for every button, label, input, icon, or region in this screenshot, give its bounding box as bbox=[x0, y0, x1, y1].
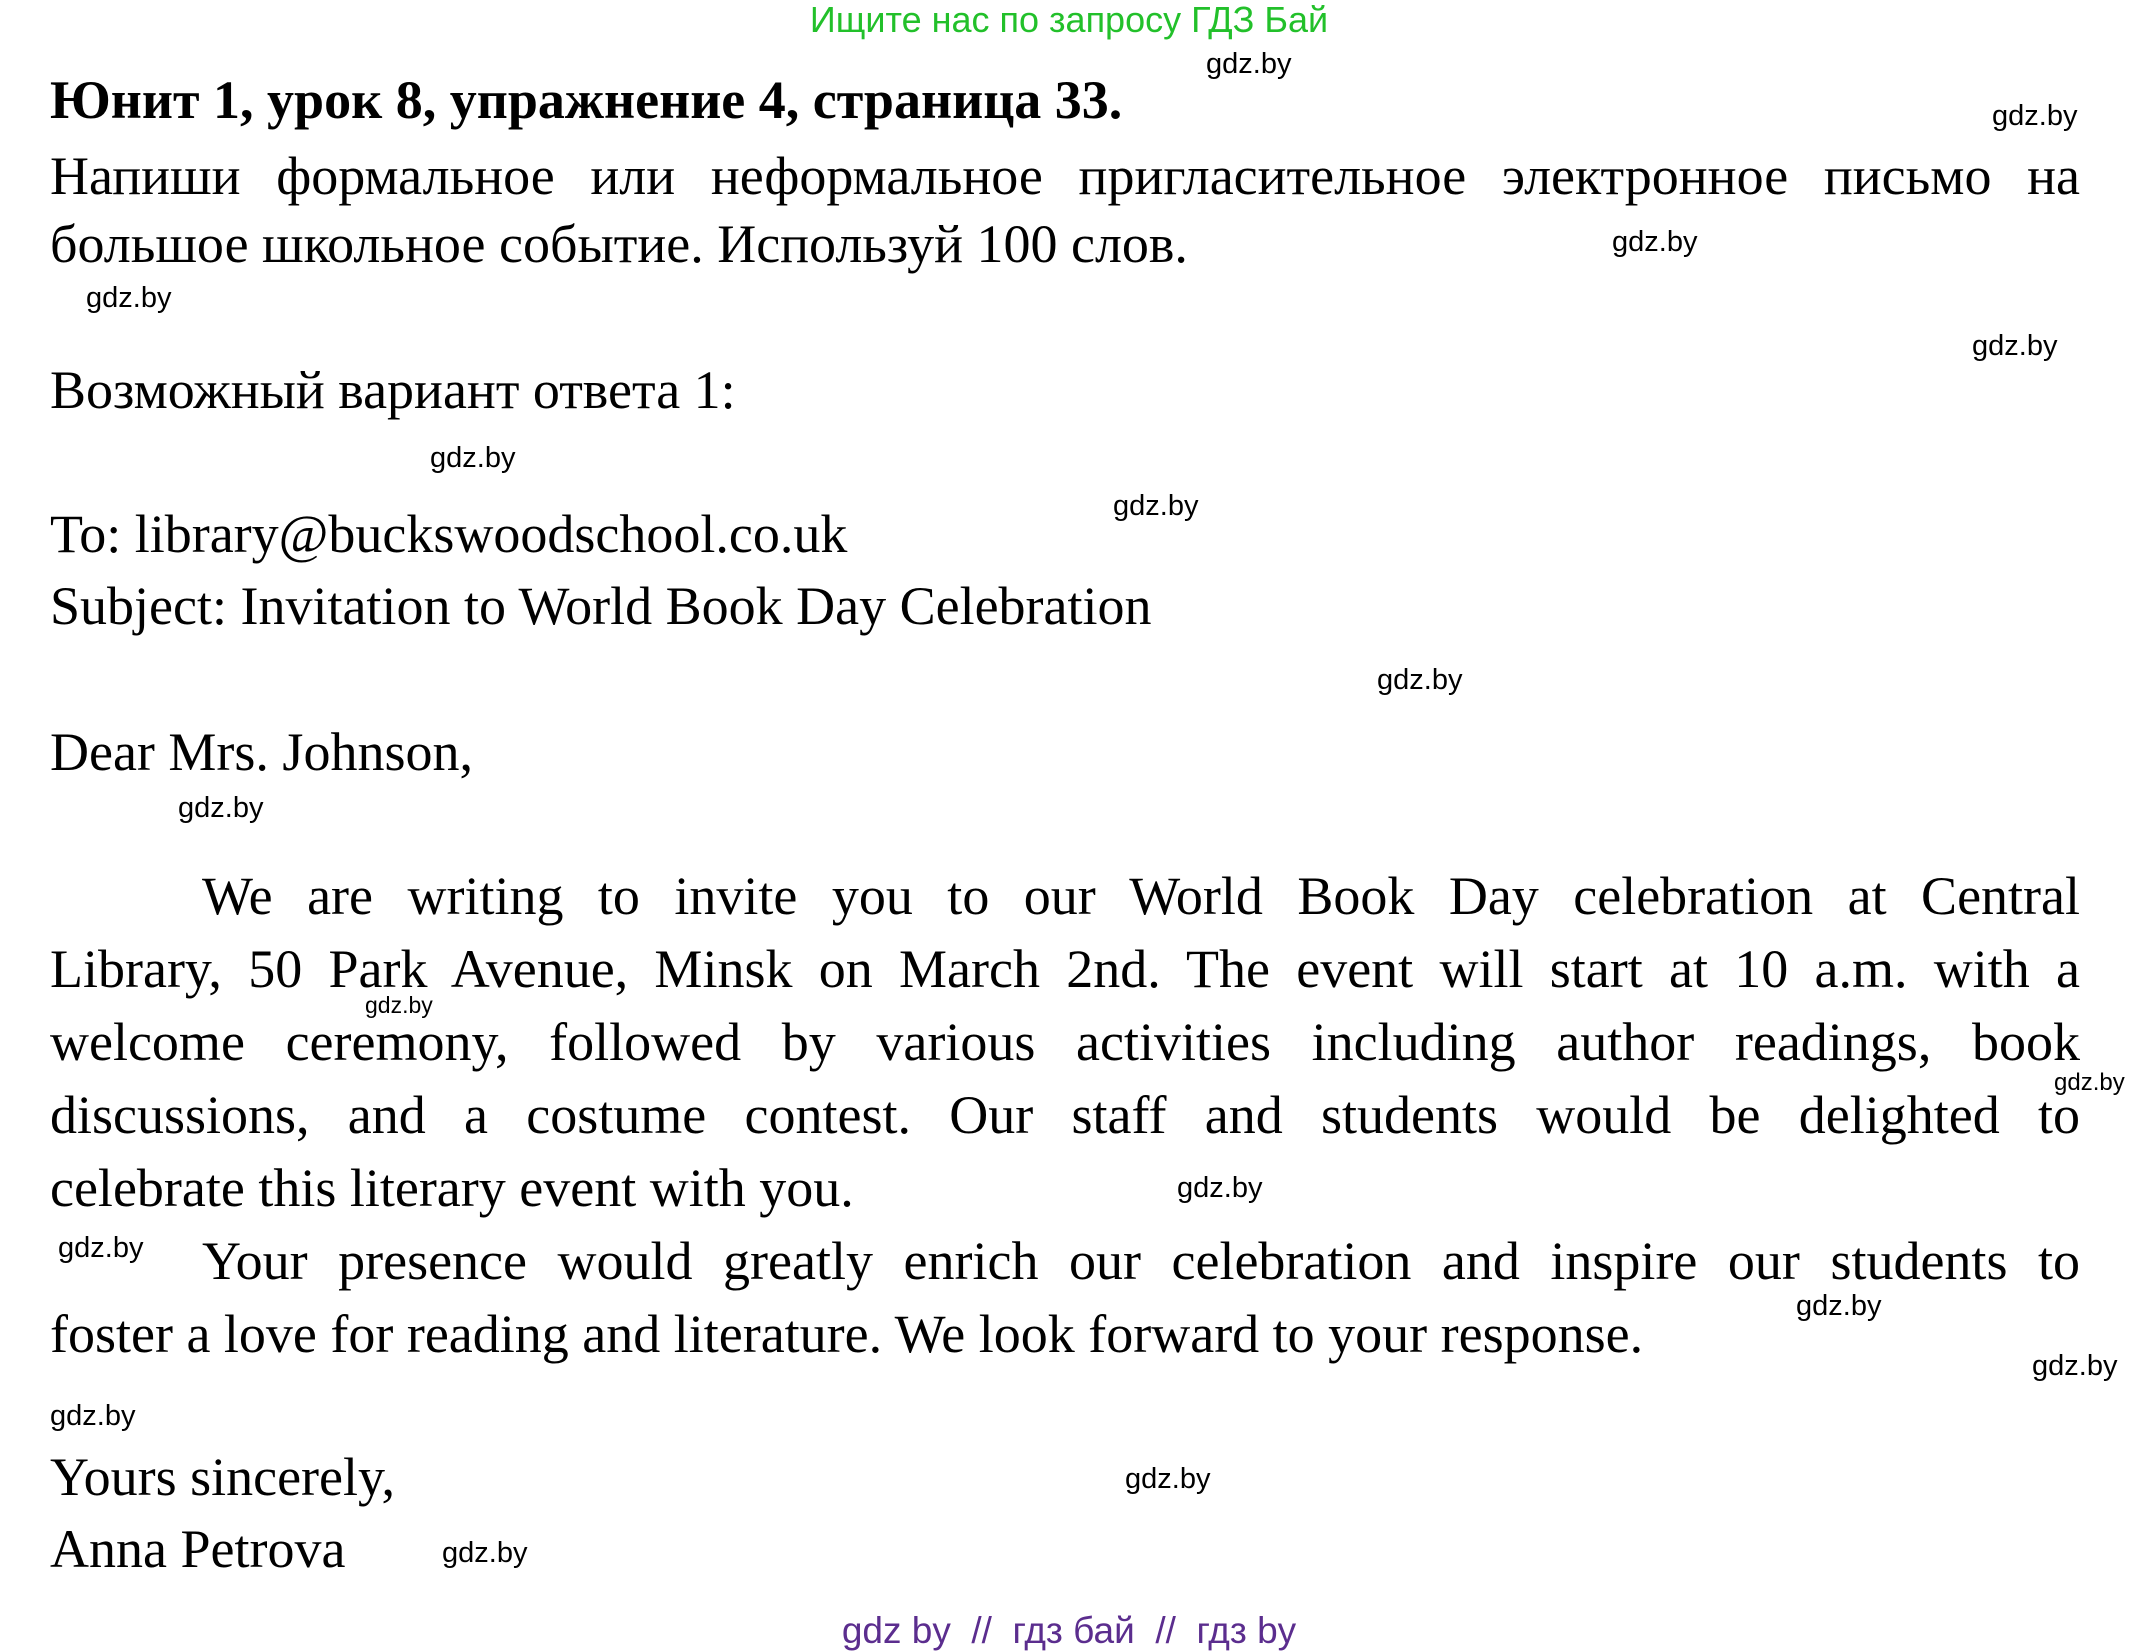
paragraph-1-line-2: Library, 50 Park Avenue, Minsk on March 2nd. The event will start at 10 a.m. with a bbox=[50, 939, 2080, 999]
watermark: gdz.by bbox=[365, 992, 433, 1018]
watermark: gdz.by bbox=[178, 792, 264, 824]
paragraph-1-line-1: We are writing to invite you to our World Book Day celebration at Central bbox=[202, 866, 2080, 926]
task-line-1: Напиши формальное или неформальное пригласительное электронное письмо на bbox=[50, 146, 2080, 206]
task-line-2: большое школьное событие. Используй 100 слов. bbox=[50, 214, 1188, 274]
watermark: gdz.by bbox=[58, 1232, 144, 1264]
watermark: gdz.by bbox=[1796, 1290, 1882, 1322]
watermark: gdz.by bbox=[1125, 1463, 1211, 1495]
watermark: gdz.by bbox=[442, 1537, 528, 1569]
answer-variant-label: Возможный вариант ответа 1: bbox=[50, 360, 736, 420]
paragraph-1-line-4: discussions, and a costume contest. Our staff and students would be delighted to bbox=[50, 1085, 2080, 1145]
email-closing: Yours sincerely, bbox=[50, 1447, 395, 1507]
watermark: gdz.by bbox=[430, 442, 516, 474]
watermark: gdz.by bbox=[1113, 490, 1199, 522]
watermark: gdz.by bbox=[1177, 1172, 1263, 1204]
exercise-title: Юнит 1, урок 8, упражнение 4, страница 33. bbox=[50, 70, 1123, 130]
watermark: gdz.by bbox=[1377, 664, 1463, 696]
watermark: gdz.by bbox=[1612, 226, 1698, 258]
watermark: gdz.by bbox=[1972, 330, 2058, 362]
email-signature: Anna Petrova bbox=[50, 1519, 346, 1579]
watermark: gdz.by bbox=[1206, 48, 1292, 80]
email-to: To: library@buckswoodschool.co.uk bbox=[50, 504, 848, 564]
paragraph-1-line-3: welcome ceremony, followed by various activities including author readings, book bbox=[50, 1012, 2080, 1072]
top-banner: Ищите нас по запросу ГДЗ Бай bbox=[809, 0, 1329, 40]
watermark: gdz.by bbox=[2054, 1069, 2125, 1096]
watermark: gdz.by bbox=[1992, 100, 2078, 132]
footer-links: gdz by // гдз бай // гдз by bbox=[841, 1610, 1297, 1651]
paragraph-1-line-5: celebrate this literary event with you. bbox=[50, 1158, 854, 1218]
paragraph-2-line-1: Your presence would greatly enrich our celebration and inspire our students to bbox=[202, 1231, 2080, 1291]
email-greeting: Dear Mrs. Johnson, bbox=[50, 722, 473, 782]
watermark: gdz.by bbox=[86, 282, 172, 314]
watermark: gdz.by bbox=[2032, 1350, 2118, 1382]
watermark: gdz.by bbox=[50, 1400, 136, 1432]
paragraph-2-line-2: foster a love for reading and literature. We look forward to your response. bbox=[50, 1304, 1644, 1364]
email-subject: Subject: Invitation to World Book Day Celebration bbox=[50, 576, 1152, 636]
